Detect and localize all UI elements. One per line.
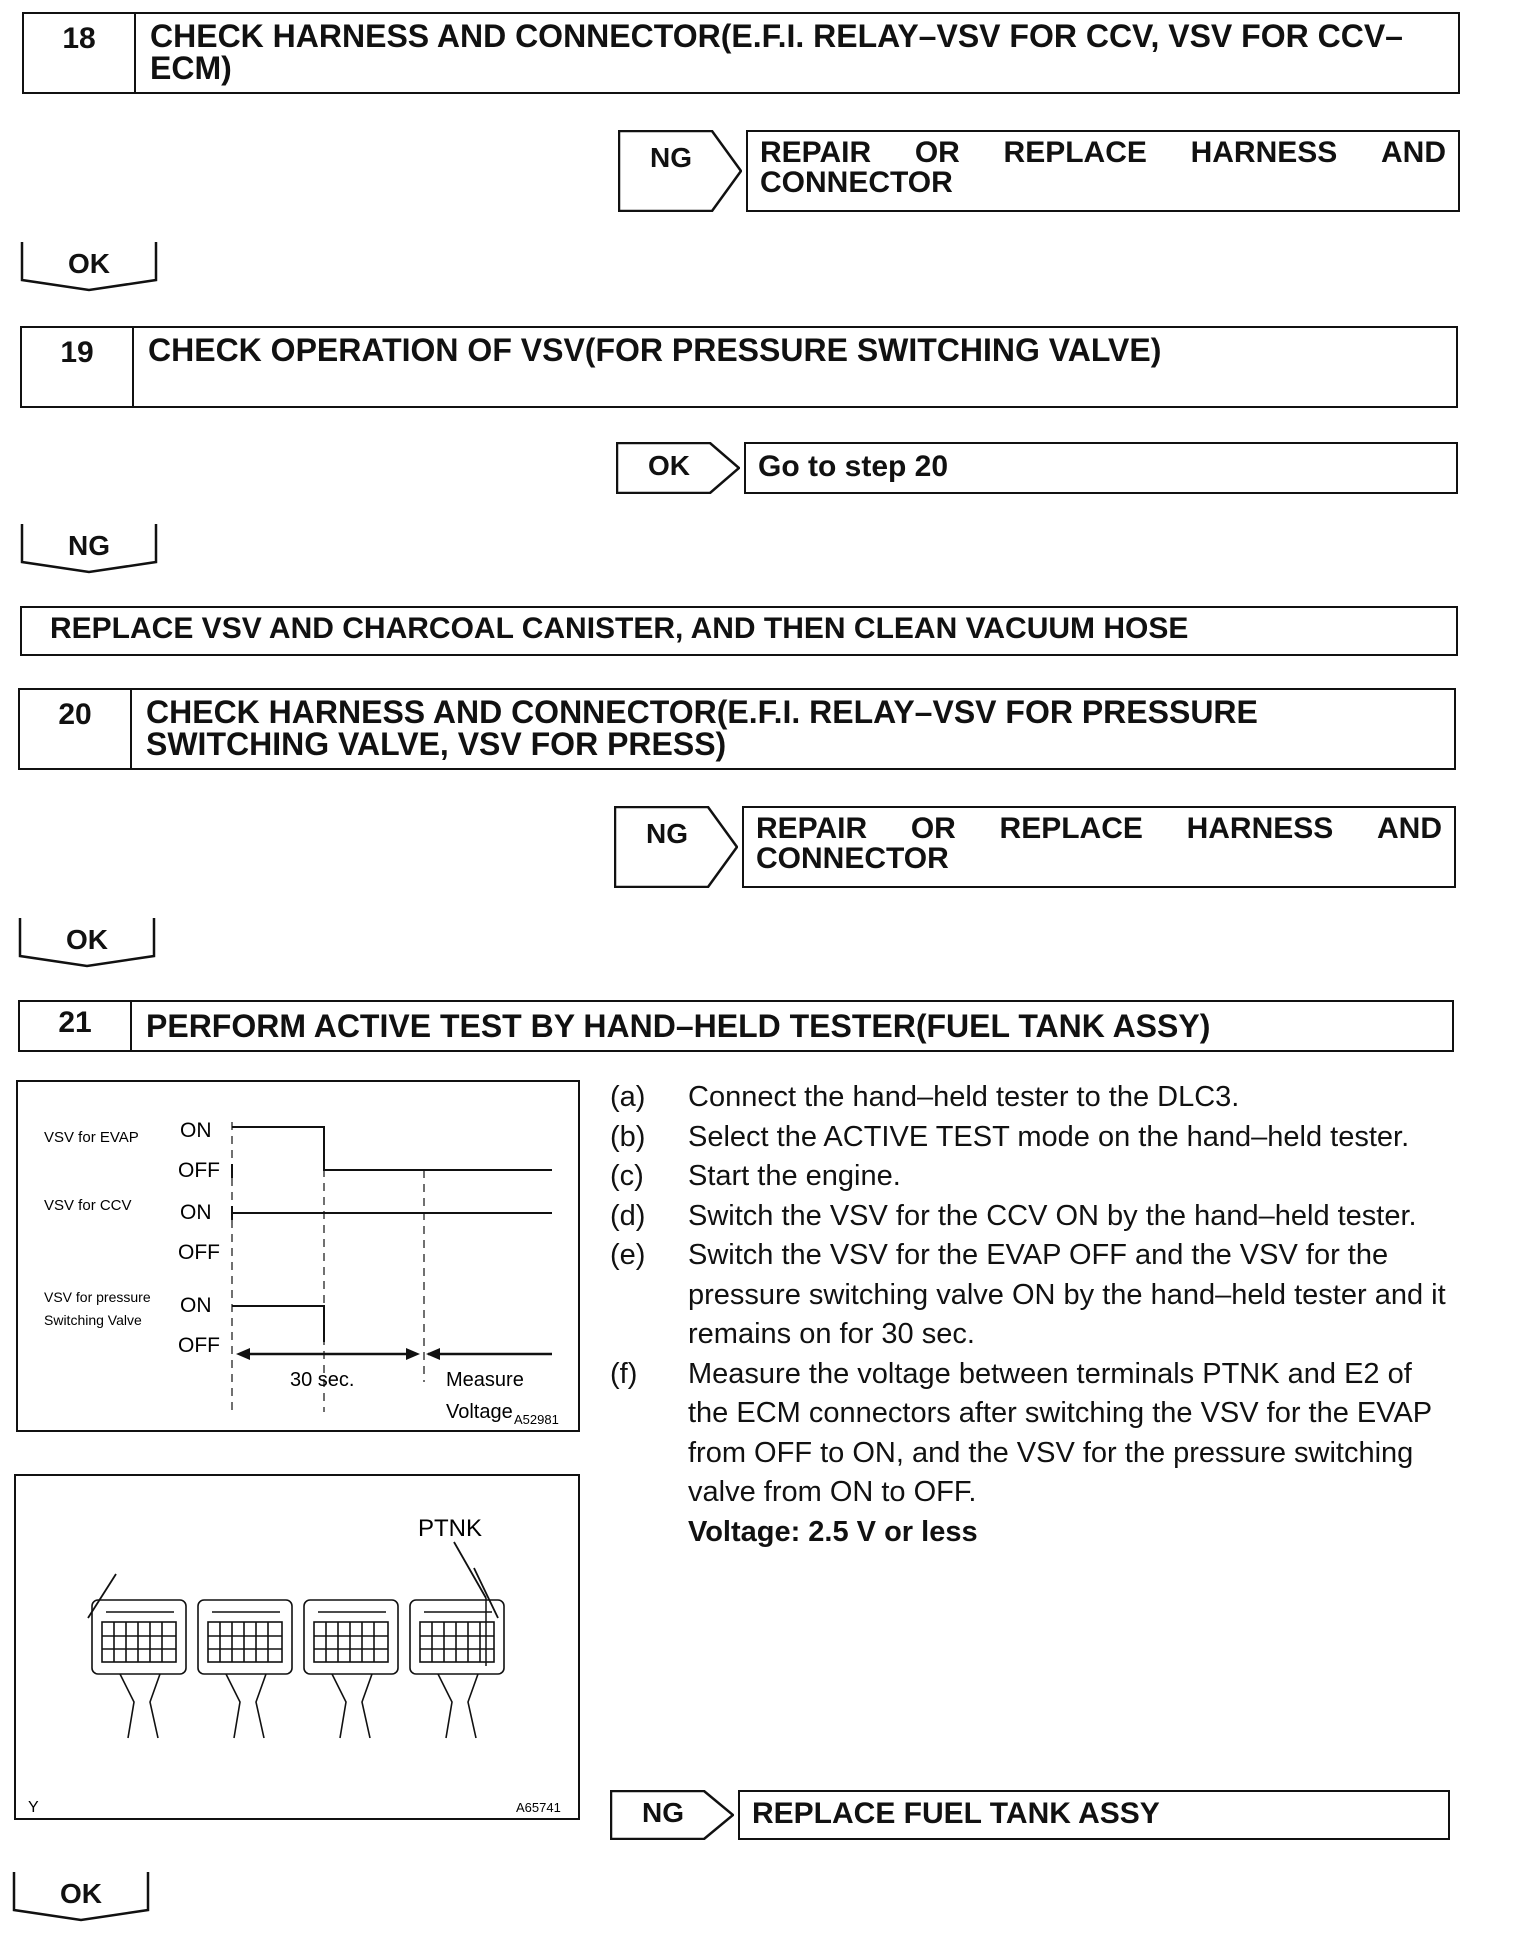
instruction-item [610,1197,1460,1237]
ng-label: NG [646,818,688,849]
ng-action [746,130,1460,212]
row-label: VSV for EVAP [44,1129,139,1146]
action-word: REPLACE [999,812,1143,845]
step-title: CHECK HARNESS AND CONNECTOR(E.F.I. RELAY–VSV FOR CCV, VSV FOR CCV–ECM) [150,18,1403,86]
instruction-item [610,1157,1460,1197]
action-word: AND [1377,812,1442,845]
step-number: 19 [22,328,134,406]
ng-action: REPLACE FUEL TANK ASSY [738,1790,1450,1840]
instruction-item [610,1355,1460,1513]
step-number: 18 [24,14,136,92]
instruction-item [610,1236,1460,1355]
step-19-ng-arrow [20,522,158,574]
off-label: OFF [178,1241,220,1264]
measure-label: Measure [446,1369,524,1391]
spec-row [610,1513,1460,1553]
off-label: OFF [178,1159,220,1182]
ok-label: OK [66,924,108,955]
voltage-label: Voltage [446,1401,513,1423]
action-word: HARNESS [1190,136,1338,169]
action-line2: CONNECTOR [756,842,949,875]
step-20-header [18,688,1456,770]
action-word: REPAIR [760,136,872,169]
terminal-label: PTNK [418,1515,483,1542]
timing-chart-figure [16,1080,580,1432]
wire-harnesses [120,1674,478,1738]
off-label: OFF [178,1334,220,1357]
action-line2: CONNECTOR [760,166,953,199]
step-title: CHECK HARNESS AND CONNECTOR(E.F.I. RELAY–VSV FOR PRESSURE SWITCHING VALVE, VSV FOR PRESS) [146,694,1258,762]
ng-label: NG [650,142,692,173]
evap-signal-line [232,1127,552,1170]
voltage-spec: Voltage: 2.5 V or less [688,1515,978,1548]
item-label: (b) [610,1120,646,1153]
corner-letter: Y [28,1799,39,1816]
item-label: (e) [610,1239,646,1271]
step-21-header [18,1000,1454,1052]
connector-figure [14,1474,580,1820]
ok-label: OK [68,248,110,279]
ecm-connector-diagram [16,1476,578,1818]
terminal-leader [454,1542,486,1598]
ng-action [742,806,1456,888]
ok-label: OK [60,1878,102,1909]
item-text: Select the ACTIVE TEST mode on the hand–held tester. [688,1120,1410,1153]
action-word: HARNESS [1186,812,1334,845]
action-word: OR [914,136,960,169]
step-19-ok-result [616,442,1458,494]
ok-label: OK [648,450,690,481]
step-number: 21 [20,1002,132,1050]
item-text: Connect the hand–held tester to the DLC3. [688,1081,1240,1113]
step-number: 20 [20,690,132,768]
on-label: ON [180,1294,212,1317]
action-word: REPLACE [1003,136,1147,169]
step-title: CHECK OPERATION OF VSV(FOR PRESSURE SWITCHING VALVE) [148,332,1162,368]
row-label: Switching Valve [44,1312,142,1328]
row-label: VSV for pressure [44,1289,151,1305]
item-label: (a) [610,1081,646,1113]
arrow-head-icon [406,1348,420,1360]
step-21-ok-arrow [12,1870,150,1922]
on-label: ON [180,1119,212,1142]
item-text: Switch the VSV for the CCV ON by the hand–held tester. [688,1199,1417,1232]
item-label: (f) [610,1357,638,1390]
ng-label: NG [642,1797,684,1828]
connector-blocks [92,1600,504,1674]
step-19-header [20,326,1458,408]
arrow-head-icon [236,1348,250,1360]
arrow-head-icon [426,1348,440,1360]
psv-signal-line [232,1306,324,1342]
item-text: Switch the VSV for the EVAP OFF and the VSV for the pressure switching valve ON by the hand–held tester and it remains on for 30 sec. [688,1239,1446,1350]
instruction-list [610,1078,1460,1552]
action-word: REPAIR [756,812,868,845]
item-label: (d) [610,1199,646,1232]
action-word: AND [1381,136,1446,169]
instruction-item [610,1078,1460,1118]
item-text: Start the engine. [688,1160,901,1192]
step-21-ng-result [610,1790,1452,1840]
on-label: ON [180,1201,212,1224]
item-label: (c) [610,1160,644,1192]
instruction-item [610,1118,1460,1158]
step-20-ok-arrow [18,916,156,968]
item-text: Measure the voltage between terminals PTNK and E2 of the ECM connectors after switching the VSV for the EVAP from OFF to ON, and the VSV for the pressure switching valve from ON to OFF. [688,1357,1432,1508]
row-label: VSV for CCV [44,1197,132,1214]
ok-action: Go to step 20 [744,442,1458,494]
step-20-ng-result [614,806,1456,888]
figure-code: A52981 [514,1412,559,1427]
step-18-ok-arrow [20,240,158,292]
step-18-ng-result [618,130,1460,212]
step-19-replace-action: REPLACE VSV AND CHARCOAL CANISTER, AND THEN CLEAN VACUUM HOSE [20,606,1458,656]
ng-label: NG [68,530,110,561]
figure-code: A65741 [516,1800,561,1815]
duration-label: 30 sec. [290,1369,355,1391]
timing-chart [18,1082,578,1430]
step-title: PERFORM ACTIVE TEST BY HAND–HELD TESTER(FUEL TANK ASSY) [146,1008,1211,1044]
action-word: OR [910,812,956,845]
step-18-header [22,12,1460,94]
